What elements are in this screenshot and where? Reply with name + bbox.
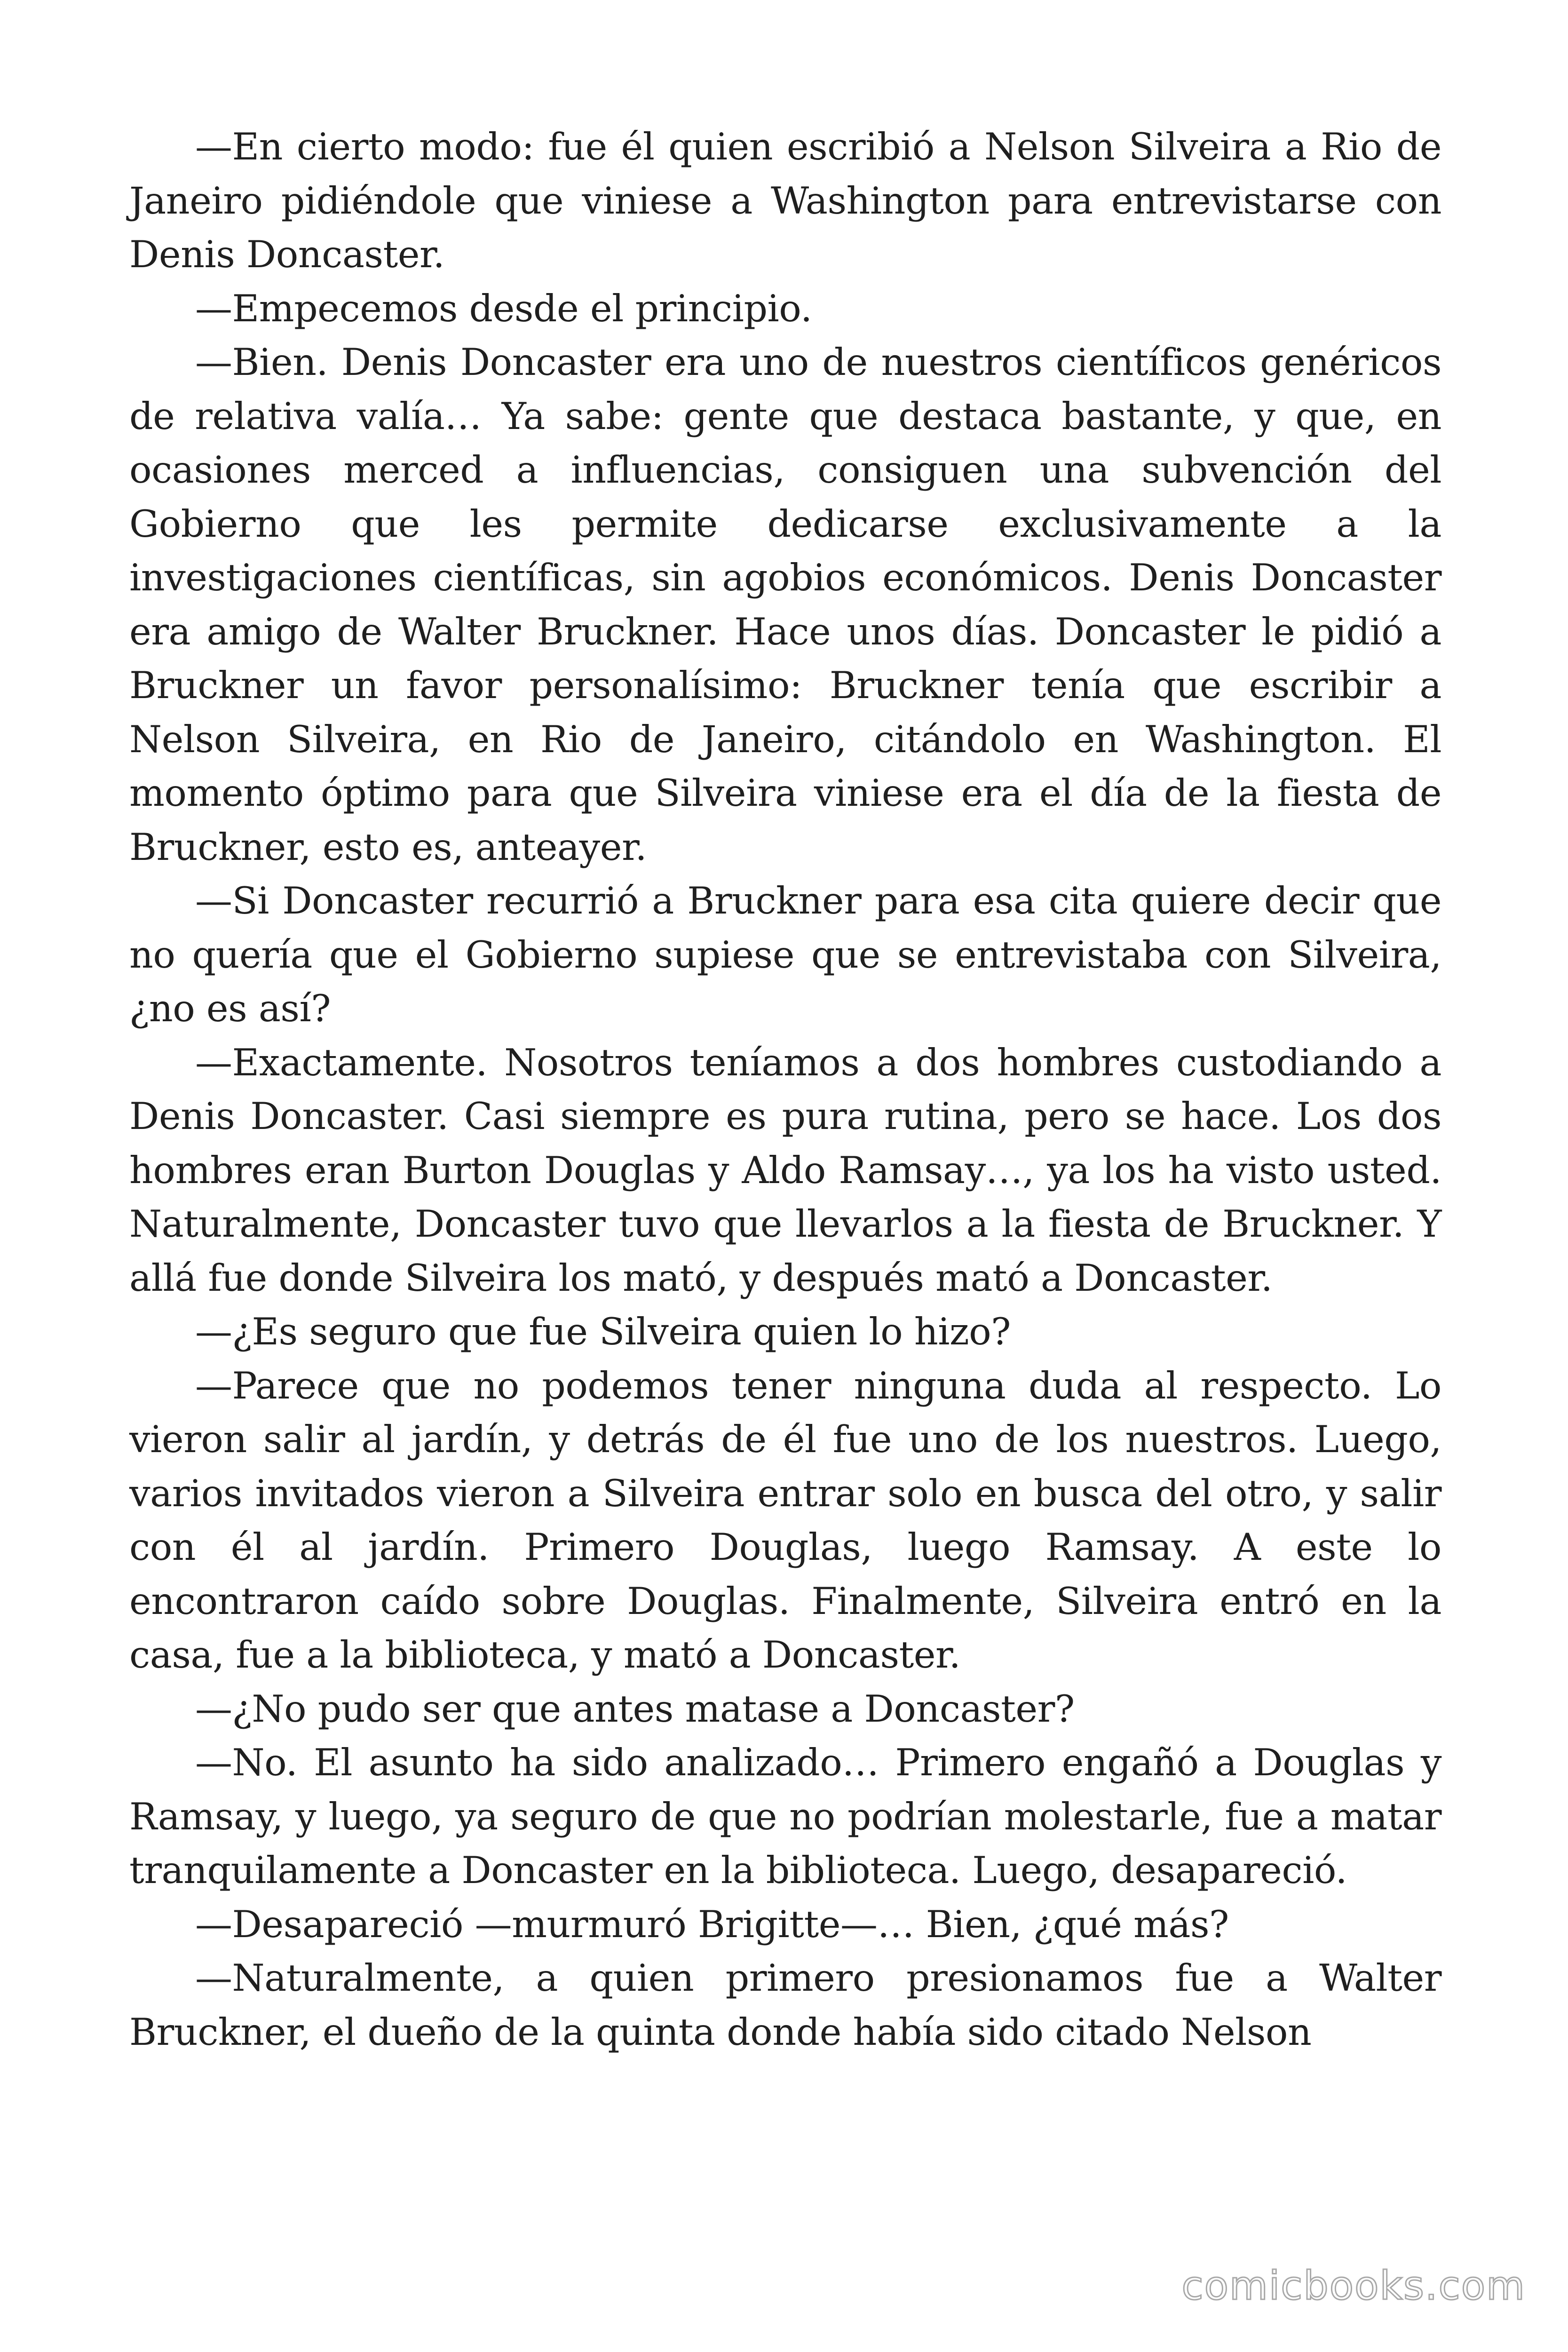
paragraph-4: —Si Doncaster recurrió a Bruckner para esa cita quiere decir que no quería que el Gobierno supiese que se entrevistaba con Silveira, ¿no es así?: [129, 879, 1441, 1030]
paragraph-10: —Desapareció —murmuró Brigitte—… Bien, ¿qué más?: [195, 1902, 1229, 1946]
page-text: [129, 120, 1441, 2059]
paragraph-7: —Parece que no podemos tener ninguna duda al respecto. Lo vieron salir al jardín, y detrás de él fue uno de los nuestros. Luego, varios invitados vieron a Silveira entrar solo en busca del otro, y salir con él al jardín. Primero Douglas, luego Ramsay. A este lo encontraron caído sobre Douglas. Finalmente, Silveira entró en la casa, fue a la biblioteca, y mató a Doncaster.: [129, 1364, 1441, 1677]
paragraph-6: —¿Es seguro que fue Silveira quien lo hizo?: [195, 1310, 1011, 1353]
paragraph-1: —En cierto modo: fue él quien escribió a Nelson Silveira a Rio de Janeiro pidiéndole que viniese a Washington para entrevistarse con Denis Doncaster.: [129, 125, 1441, 276]
paragraph-9: —No. El asunto ha sido analizado… Primero engañó a Douglas y Ramsay, y luego, ya seguro de que no podrían molestarle, fue a matar tranquilamente a Doncaster en la biblioteca. Luego, desapareció.: [129, 1741, 1441, 1892]
paragraph-3: —Bien. Denis Doncaster era uno de nuestros científicos genéricos de relativa valía… Ya sabe: gente que destaca bastante, y que, en ocasiones merced a influencias, consiguen una subvención del Gobierno que les permite dedicarse exclusivamente a la investigaciones científicas, sin agobios económicos. Denis Doncaster era amigo de Walter Bruckner. Hace unos días. Doncaster le pidió a Bruckner un favor personalísimo: Bruckner tenía que escribir a Nelson Silveira, en Rio de Janeiro, citándolo en Washington. El momento óptimo para que Silveira viniese era el día de la fiesta de Bruckner, esto es, anteayer.: [129, 341, 1441, 869]
paragraph-2: —Empecemos desde el principio.: [195, 286, 812, 330]
paragraph-11: —Naturalmente, a quien primero presionamos fue a Walter Bruckner, el dueño de la quinta donde había sido citado Nelson: [129, 1956, 1441, 2054]
paragraph-5: —Exactamente. Nosotros teníamos a dos hombres custodiando a Denis Doncaster. Casi siempre es pura rutina, pero se hace. Los dos hombres eran Burton Douglas y Aldo Ramsay…, ya los ha visto usted. Naturalmente, Doncaster tuvo que llevarlos a la fiesta de Bruckner. Y allá fue donde Silveira los mató, y después mató a Doncaster.: [129, 1041, 1441, 1300]
watermark: comicbooks.com: [1181, 2263, 1526, 2309]
paragraph-8: —¿No pudo ser que antes matase a Doncaster?: [195, 1687, 1075, 1731]
